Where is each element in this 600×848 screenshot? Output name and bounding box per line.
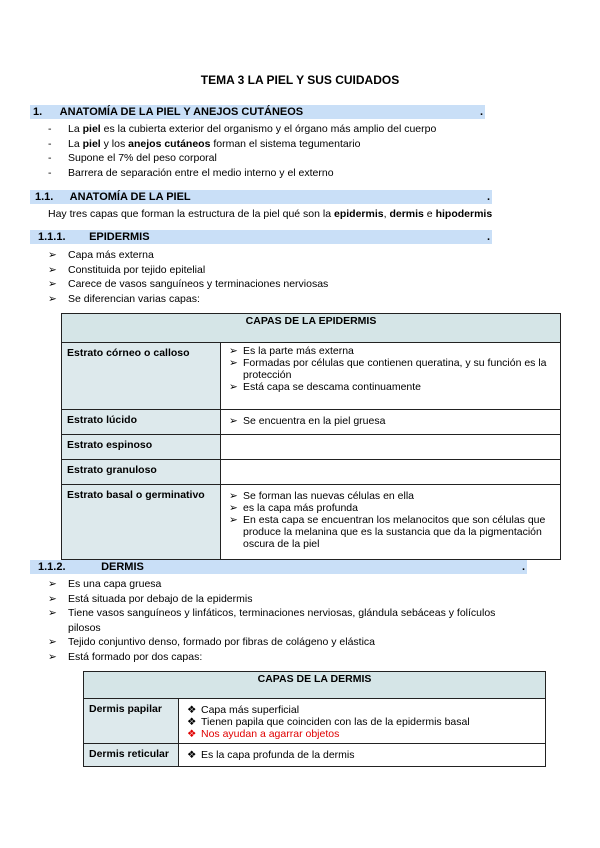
section-heading-1-1 [30, 190, 492, 204]
bold-text: piel [82, 123, 101, 135]
arrow-icon: ➢ [48, 278, 57, 291]
dash-marker: - [48, 166, 52, 179]
section-title: ANATOMÍA DE LA PIEL [69, 191, 191, 203]
section-number: 1.1.2. [38, 561, 66, 573]
text: y los [100, 137, 129, 150]
text: Está capa se descama continuamente [243, 381, 422, 393]
arrow-icon: ➢ [229, 345, 238, 357]
table-header: CAPAS DE LA DERMIS [84, 672, 546, 699]
text: Está formado por dos capas: [68, 650, 203, 663]
text: Se encuentra en la piel gruesa [243, 415, 386, 427]
row-label: Estrato basal o germinativo [62, 485, 221, 560]
section-dot: . [486, 231, 490, 243]
list-item [48, 248, 328, 263]
section-number: 1.1. [35, 191, 54, 203]
arrow-icon: ➢ [229, 357, 238, 369]
section-heading-1 [30, 105, 485, 119]
list-item [48, 122, 436, 137]
row-label: Estrato granuloso [62, 460, 221, 485]
bold-text: dermis [389, 208, 424, 220]
skin-list [48, 122, 436, 180]
text: Carece de vasos sanguíneos y terminaciones nerviosas [68, 278, 329, 291]
section-heading-epidermis [30, 230, 492, 244]
text: Se forman las nuevas células en ella [243, 490, 415, 502]
diamond-icon: ❖ [187, 728, 197, 740]
table-row [62, 460, 561, 485]
dermis-table [83, 671, 546, 767]
text: Tejido conjuntivo denso, formado por fibras de colágeno y elástica [68, 636, 376, 649]
epidermis-list [48, 248, 328, 306]
dash-marker: - [48, 137, 52, 150]
list-item [48, 292, 328, 307]
row-content [179, 744, 546, 767]
section-title: ANATOMÍA DE LA PIEL Y ANEJOS CUTÁNEOS [59, 106, 304, 118]
text: es la capa más profunda [243, 502, 358, 514]
text: Barrera de separación entre el medio interno y el externo [68, 166, 334, 179]
row-content [221, 343, 561, 410]
section-dot: . [479, 106, 483, 118]
table-row [84, 699, 546, 744]
text: Es la parte más externa [243, 345, 354, 357]
arrow-icon: ➢ [48, 263, 57, 276]
text: Hay tres capas que forman la estructura de la piel qué son la [48, 208, 334, 220]
arrow-icon: ➢ [229, 415, 238, 427]
table-row [84, 744, 546, 767]
text: En esta capa se encuentran los melanocitos que son células que produce la melanina que es la sustancia que da la pigmentación oscura de la piel [243, 514, 546, 550]
arrow-icon: ➢ [48, 650, 57, 663]
text: La [68, 137, 83, 150]
text: Supone el 7% del peso corporal [68, 152, 217, 165]
list-item [48, 650, 528, 665]
text: Capa más superficial [201, 704, 300, 716]
highlighted-text: Nos ayudan a agarrar objetos [201, 728, 340, 740]
row-label: Dermis papilar [84, 699, 179, 744]
text: es la cubierta exterior del organismo y el órgano más amplio del cuerpo [100, 123, 437, 135]
dermis-list [48, 577, 528, 665]
table-row [62, 410, 561, 435]
arrow-icon: ➢ [48, 292, 57, 305]
text: forman el sistema tegumentario [210, 137, 361, 150]
text: La [68, 123, 83, 135]
list-item [48, 577, 528, 592]
row-content [221, 410, 561, 435]
text: Es una capa gruesa [68, 578, 162, 590]
diamond-icon: ❖ [187, 704, 197, 716]
section-dot: . [521, 561, 525, 573]
list-item [48, 263, 328, 278]
text: Está situada por debajo de la epidermis [68, 592, 253, 605]
table-row [62, 485, 561, 560]
arrow-icon: ➢ [48, 578, 57, 590]
bold-text: hipodermis [435, 208, 493, 220]
table-row [62, 343, 561, 410]
arrow-icon: ➢ [229, 514, 238, 526]
intro-text [48, 208, 492, 220]
text: e [423, 208, 436, 220]
bold-text: epidermis [334, 208, 384, 220]
text: Tienen papila que coinciden con las de la epidermis basal [201, 716, 470, 728]
text: Formadas por células que contienen queratina, y su función es la protección [243, 357, 547, 381]
list-item [48, 606, 528, 635]
list-item [48, 592, 528, 607]
arrow-icon: ➢ [229, 490, 238, 502]
row-label: Estrato espinoso [62, 435, 221, 460]
row-label: Dermis reticular [84, 744, 179, 767]
text: Se diferencian varias capas: [68, 292, 200, 305]
arrow-icon: ➢ [48, 592, 57, 605]
section-number: 1.1.1. [38, 231, 66, 243]
section-title: EPIDERMIS [89, 231, 150, 243]
diamond-icon: ❖ [187, 716, 197, 728]
text: Tiene vasos sanguíneos y linfáticos, terminaciones nerviosas, glándula sebáceas y folículos pilosos [68, 607, 496, 634]
arrow-icon: ➢ [48, 249, 57, 261]
section-title: DERMIS [101, 561, 144, 573]
epidermis-table [61, 313, 561, 560]
text: , [383, 208, 390, 220]
section-heading-dermis [30, 560, 527, 574]
dash-marker: - [48, 152, 52, 165]
text: Es la capa profunda de la dermis [201, 749, 355, 761]
list-item [48, 277, 328, 292]
diamond-icon: ❖ [187, 749, 197, 761]
document-title: TEMA 3 LA PIEL Y SUS CUIDADOS [200, 73, 400, 87]
list-item [48, 635, 528, 650]
bold-text: piel [82, 137, 101, 150]
arrow-icon: ➢ [48, 607, 57, 620]
text: Capa más externa [68, 249, 154, 261]
list-item [48, 151, 436, 166]
row-label: Estrato lúcido [62, 410, 221, 435]
list-item [48, 166, 436, 181]
section-number: 1. [33, 106, 43, 118]
arrow-icon: ➢ [229, 381, 238, 393]
row-content [179, 699, 546, 744]
list-item [48, 137, 436, 152]
section-dot: . [486, 191, 490, 203]
row-label: Estrato córneo o calloso [62, 343, 221, 410]
row-content [221, 460, 561, 485]
row-content [221, 435, 561, 460]
table-row [62, 435, 561, 460]
row-content [221, 485, 561, 560]
bold-text: anejos cutáneos [128, 137, 211, 150]
arrow-icon: ➢ [48, 636, 57, 649]
arrow-icon: ➢ [229, 502, 238, 514]
dash-marker: - [48, 123, 52, 135]
table-header: CAPAS DE LA EPIDERMIS [62, 314, 561, 343]
text: Constituida por tejido epitelial [68, 263, 206, 276]
